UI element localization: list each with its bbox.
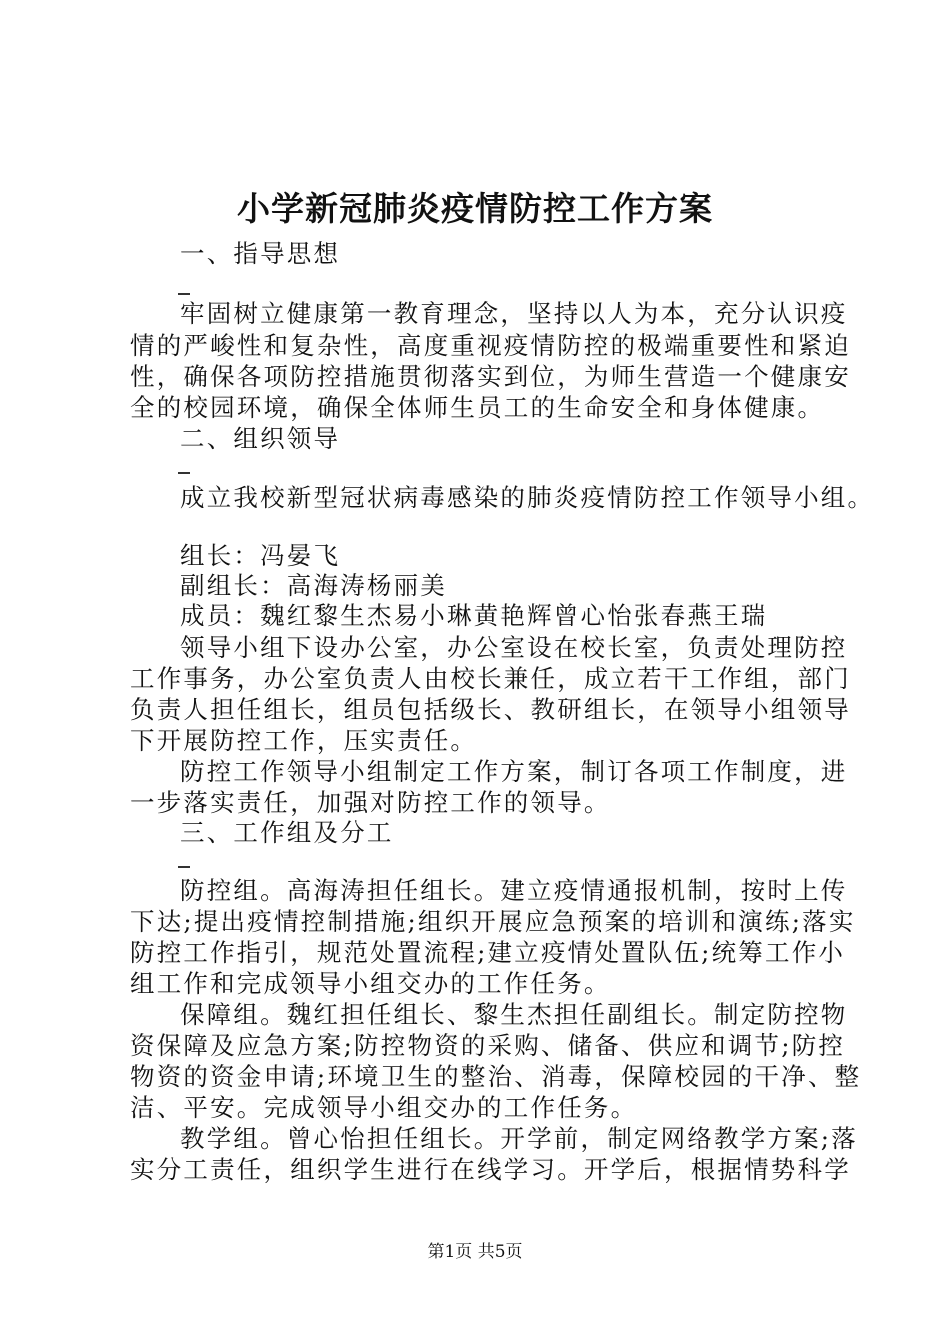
paragraph-line: 副组长：高海涛杨丽美 bbox=[180, 571, 447, 600]
paragraph-line: 洁、平安。完成领导小组交办的工作任务。 bbox=[130, 1093, 638, 1122]
document-title: 小学新冠肺炎疫情防控工作方案 bbox=[237, 189, 713, 228]
paragraph-line: 防控工作指引，规范处置流程;建立疫情处置队伍;统筹工作小 bbox=[130, 938, 846, 967]
paragraph-line: 工作事务，办公室负责人由校长兼任，成立若干工作组，部门 bbox=[130, 664, 851, 693]
paragraph-line: 下开展防控工作，压实责任。 bbox=[130, 726, 478, 755]
paragraph-line: 牢固树立健康第一教育理念，坚持以人为本，充分认识疫 bbox=[180, 299, 848, 328]
section-heading: 二、组织领导 bbox=[180, 424, 341, 453]
paragraph-line: 情的严峻性和复杂性，高度重视疫情防控的极端重要性和紧迫 bbox=[130, 331, 851, 360]
paragraph-line: 领导小组下设办公室，办公室设在校长室，负责处理防控 bbox=[180, 633, 848, 662]
paragraph-line: 成立我校新型冠状病毒感染的肺炎疫情防控工作领导小组。 bbox=[180, 483, 875, 512]
paragraph-line: 组长：冯晏飞 bbox=[180, 541, 341, 570]
paragraph-line: 教学组。曾心怡担任组长。开学前，制定网络教学方案;落 bbox=[180, 1124, 858, 1153]
blank-mark bbox=[178, 472, 190, 474]
section-heading: 一、指导思想 bbox=[180, 239, 341, 268]
blank-mark bbox=[178, 293, 190, 295]
paragraph-line: 下达;提出疫情控制措施;组织开展应急预案的培训和演练;落实 bbox=[130, 907, 856, 936]
paragraph-line: 负责人担任组长，组员包括级长、教研组长，在领导小组领导 bbox=[130, 695, 851, 724]
paragraph-line: 一步落实责任，加强对防控工作的领导。 bbox=[130, 788, 611, 817]
paragraph-line: 保障组。魏红担任组长、黎生杰担任副组长。制定防控物 bbox=[180, 1000, 848, 1029]
paragraph-line: 防控工作领导小组制定工作方案，制订各项工作制度，进 bbox=[180, 757, 848, 786]
paragraph-line: 物资的资金申请;环境卫生的整治、消毒，保障校园的干净、整 bbox=[130, 1062, 862, 1091]
page-footer: 第1页 共5页 bbox=[427, 1242, 523, 1262]
paragraph-line: 防控组。高海涛担任组长。建立疫情通报机制，按时上传 bbox=[180, 876, 848, 905]
blank-mark bbox=[178, 866, 190, 868]
paragraph-line: 实分工责任，组织学生进行在线学习。开学后，根据情势科学 bbox=[130, 1155, 851, 1184]
paragraph-line: 资保障及应急方案;防控物资的采购、储备、供应和调节;防控 bbox=[130, 1031, 846, 1060]
section-heading: 三、工作组及分工 bbox=[180, 818, 394, 847]
paragraph-line: 成员：魏红黎生杰易小琳黄艳辉曾心怡张春燕王瑞 bbox=[180, 601, 768, 630]
paragraph-line: 性，确保各项防控措施贯彻落实到位，为师生营造一个健康安 bbox=[130, 362, 851, 391]
paragraph-line: 全的校园环境，确保全体师生员工的生命安全和身体健康。 bbox=[130, 393, 825, 422]
paragraph-line: 组工作和完成领导小组交办的工作任务。 bbox=[130, 969, 611, 998]
